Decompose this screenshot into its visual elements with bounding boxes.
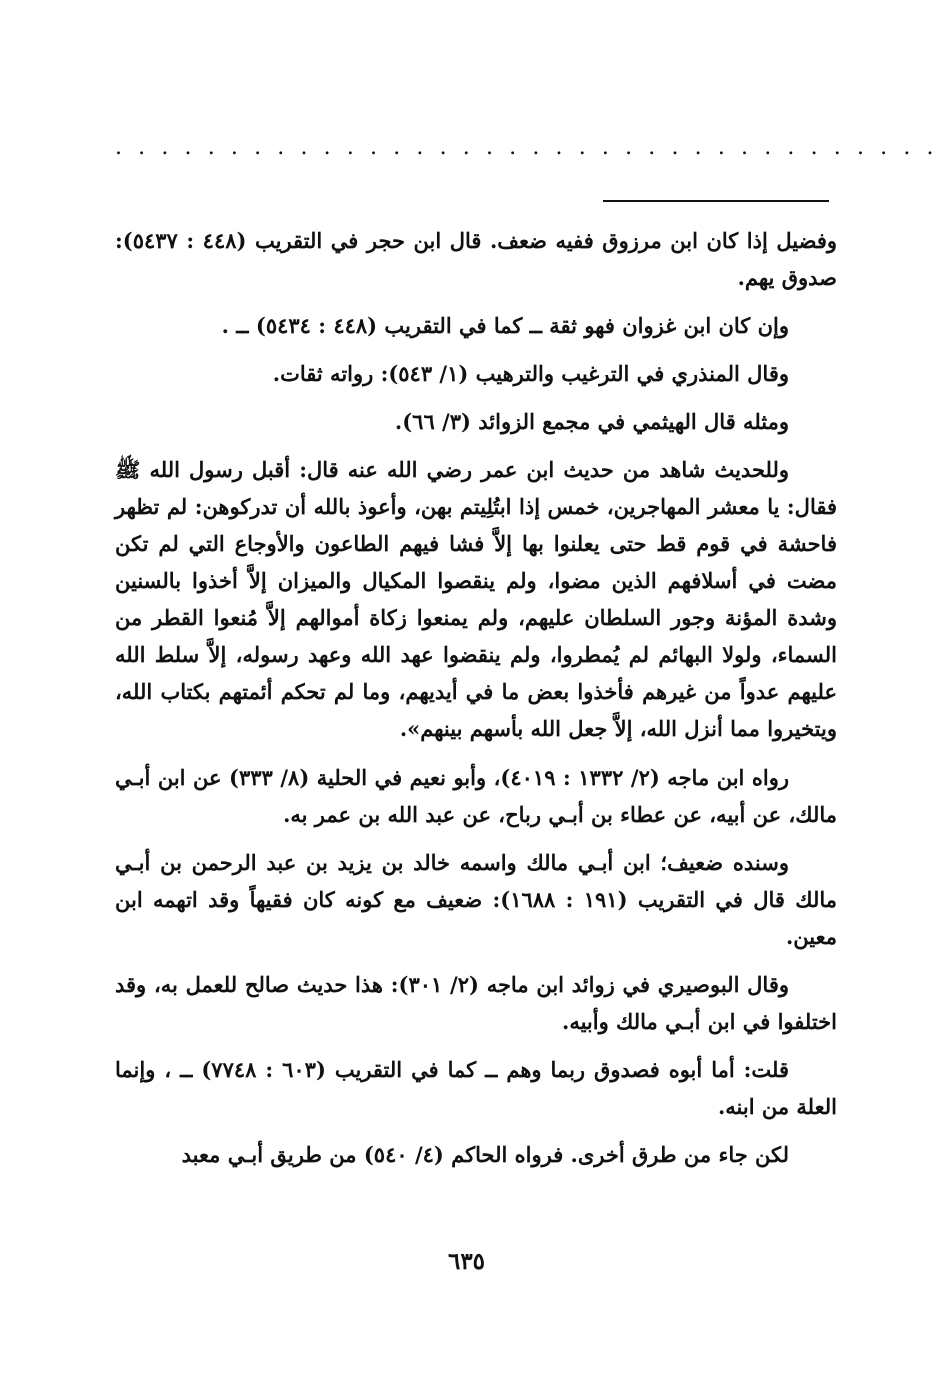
dotted-separator: . . . . . . . . . . . . . . . . . . . . . . . . . . . . . . . . . . . . xyxy=(115,135,938,160)
paragraph-isnad-weak: وسنده ضعيف؛ ابن أبـي مالك واسمه خالد بن يزيد بن عبد الرحمن بن أبـي مالك قال في التقريب (١٩١ : ١٦٨٨): ضعيف مع كونه كان فقيهاً وقد اتهمه ابن معين. xyxy=(115,850,838,949)
paragraph-qultu: قلت: أما أبوه فصدوق ربما وهم ــ كما في التقريب (٦٠٣ : ٧٧٤٨) ــ ، وإنما العلة من ابنه. xyxy=(115,1057,837,1119)
paragraph-ibn-ghazwan: وإن كان ابن غزوان فهو ثقة ــ كما في التقريب (٤٤٨ : ٥٤٣٤) ــ . xyxy=(221,313,789,338)
footnote-rule xyxy=(603,200,829,202)
paragraph-hadith-witness: وللحديث شاهد من حديث ابن عمر رضي الله عنه قال: أقبل رسول الله ﷺ فقال: يا معشر المهاجرين، خمس إذا ابتُلِيتم بهن، وأعوذ بالله أن تدركوهن: لم تظهر فاحشة في قوم قط حتى يعلنوا بها إلاَّ فشا فيهم الطاعون والأوجاع التي لم تكن مضت في أسلافهم الذين مضوا، ولم ينقصوا المكيال والميزان إلاَّ أخذوا بالسنين وشدة المؤنة وجور السلطان عليهم، ولم يمنعوا زكاة أموالهم إلاَّ مُنعوا القطر من السماء، ولولا البهائم لم يُمطروا، ولم ينقضوا عهد الله وعهد رسوله، إلاَّ سلط الله عليهم عدواً من غيرهم فأخذوا بعض ما في أيديهم، وما لم تحكم أئمتهم بكتاب الله، ويتخيروا مما أنزل الله، إلاَّ جعل الله بأسهم بينهم». xyxy=(115,457,837,741)
footnote-body xyxy=(115,222,837,1184)
paragraph-busiri: وقال البوصيري في زوائد ابن ماجه (٢/ ٣٠١): هذا حديث صالح للعمل به، وقد اختلفوا في ابن أبـي مالك وأبيه. xyxy=(115,972,837,1034)
paragraph-ibn-majah: رواه ابن ماجه (٢/ ١٣٣٢ : ٤٠١٩)، وأبو نعيم في الحلية (٨/ ٣٣٣) عن ابن أبـي مالك، عن أبيه، عن عطاء بن أبـي رباح، عن عبد الله بن عمر به. xyxy=(115,765,837,827)
paragraph-haythami: ومثله قال الهيثمي في مجمع الزوائد (٣/ ٦٦). xyxy=(394,409,789,434)
paragraph-hakim: لكن جاء من طرق أخرى. فرواه الحاكم (٤/ ٥٤٠) من طريق أبـي معبد xyxy=(181,1142,789,1167)
paragraph-fudayl: وفضيل إذا كان ابن مرزوق ففيه ضعف. قال ابن حجر في التقريب (٤٤٨ : ٥٤٣٧): صدوق يهم. xyxy=(115,228,838,290)
paragraph-mundhiri: وقال المنذري في الترغيب والترهيب (١/ ٥٤٣): رواته ثقات. xyxy=(272,361,789,386)
page-number: ٦٣٥ xyxy=(447,1248,486,1275)
